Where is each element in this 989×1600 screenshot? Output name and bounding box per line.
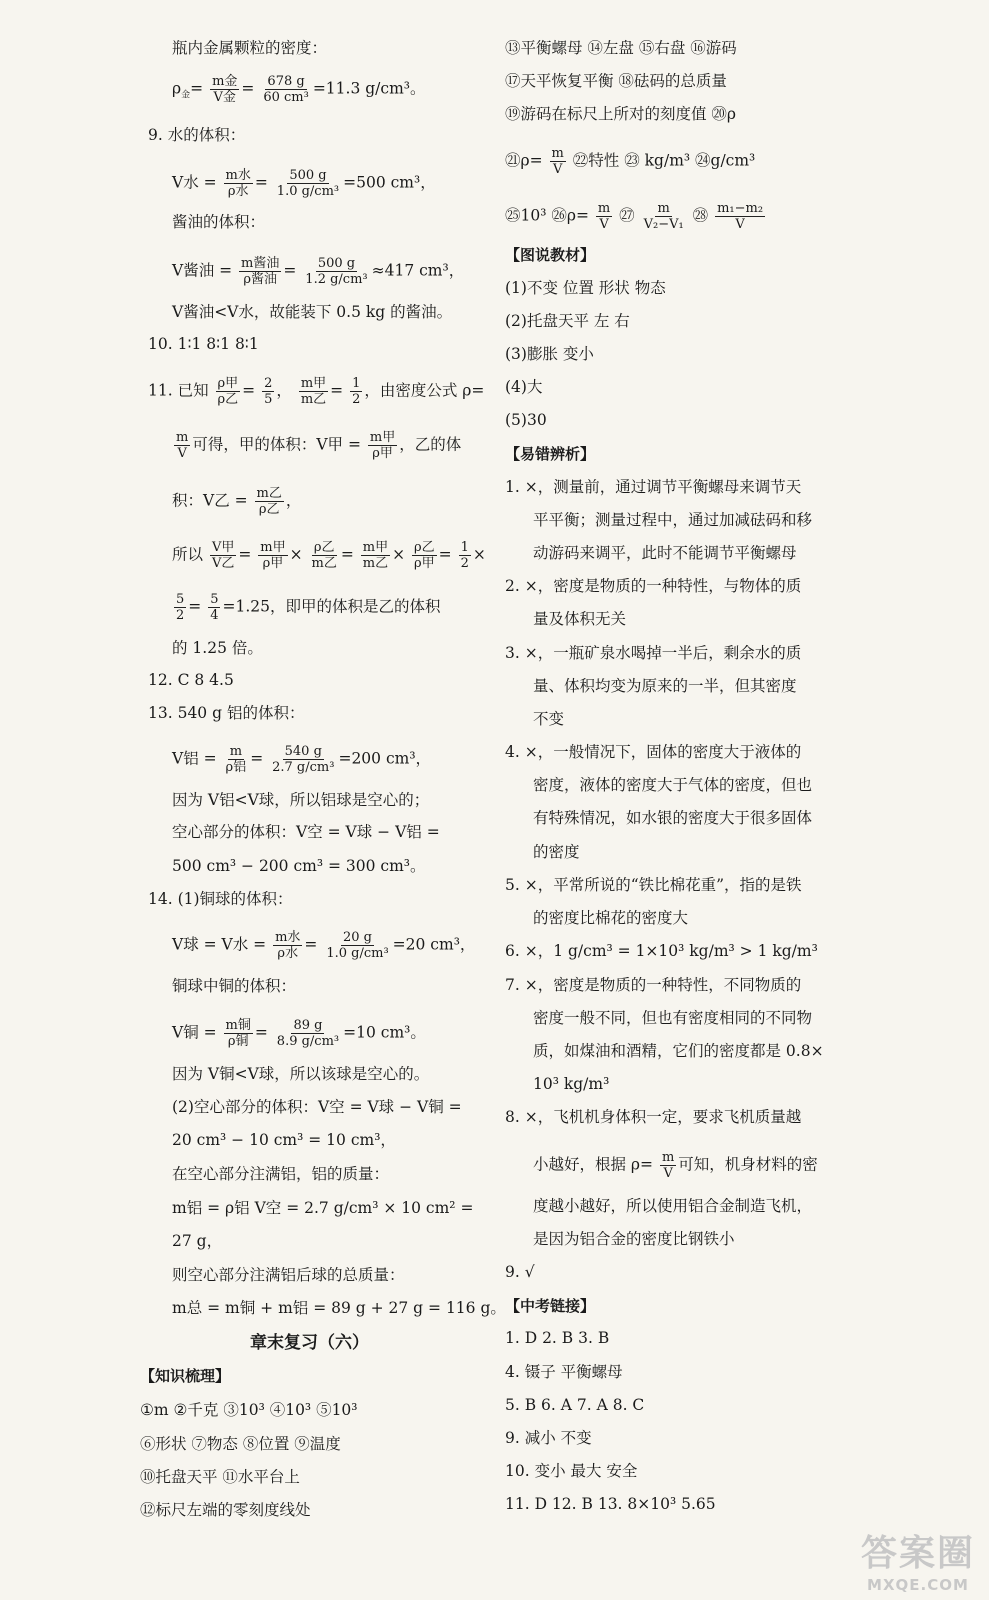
formula-line: 小越好，根据 ρ= $\frac{m}{V}$ 可知，机身材料的密 [533,1150,818,1181]
text-line: 有特殊情况，如水银的密度大于很多固体 [533,809,813,827]
text-line: m总 = m铜 + m铝 = 89 g + 27 g = 116 g。 [172,1299,506,1317]
text-line: 则空心部分注满铝后球的总质量： [172,1266,405,1284]
watermark-url: MXQE.COM [867,1576,969,1594]
text-line: 的 1.25 倍。 [172,639,263,657]
text-line: 2. ×，密度是物质的一种特性，与物体的质 [505,577,802,595]
text-line: 不变 [533,710,565,728]
text-line: 的密度 [533,843,580,861]
watermark-logo-text: 答案圈 [860,1533,975,1574]
question-14: 14. (1)铜球的体积： [148,890,293,908]
section-header: 【中考链接】 [505,1297,596,1315]
text-line: 空心部分的体积：V空 = V球 − V铝 = [172,823,440,841]
section-header: 【图说教材】 [505,246,596,264]
text-line: 在空心部分注满铝，铝的质量： [172,1165,390,1183]
text-line: (1)不变 位置 形状 物态 [505,279,666,297]
text-line: ⑩托盘天平 ⑪水平台上 [140,1468,300,1486]
text-line: ⑥形状 ⑦物态 ⑧位置 ⑨温度 [140,1435,341,1453]
question-9: 9. 水的体积： [148,126,246,144]
text-line: 铜球中铜的体积： [172,977,297,995]
formula-line: ㉕10³ ㉖ρ= $\frac{m}{V}$ ㉗ $\frac{m}{\text{V₂−V₁}}$ ㉘ $\frac{\text{m₁−m₂}}{V}$ [505,201,764,232]
text-line: 度越小越好，所以使用铝合金制造飞机， [533,1197,813,1215]
text-line: ①m ②千克 ③10³ ④10³ ⑤10³ [140,1401,358,1419]
formula-line: V酱油 = $\frac{\text{m酱油}}{\text{ρ酱油}}$ = $\frac{500 g}{\text{1.2 g/cm³}}$ ≈417 cm³， [172,256,465,287]
question-13: 13. 540 g 铝的体积： [148,704,305,722]
question-10: 10. 1∶1 8∶1 8∶1 [148,335,259,353]
formula-line: 积：V乙 = $\frac{\text{m乙}}{\text{ρ乙}}$ ， [172,486,302,517]
text-line: 动游码来调平，此时不能调节平衡螺母 [533,544,797,562]
formula-line: V球 = V水 = $\frac{\text{m水}}{\text{ρ水}}$ = $\frac{20 g}{\text{1.0 g/cm³}}$ =20 cm³， [172,930,476,961]
text-line: 1. ×，测量前，通过调节平衡螺母来调节天 [505,478,802,496]
text-line: 1. D 2. B 3. B [505,1329,610,1347]
text-line: 5. ×，平常所说的“铁比棉花重”，指的是铁 [505,876,802,894]
text-line: 7. ×，密度是物质的一种特性，不同物质的 [505,976,802,994]
question-12: 12. C 8 4.5 [148,671,234,689]
text-line: 3. ×，一瓶矿泉水喝掉一半后，剩余水的质 [505,644,802,662]
text-line: 5. B 6. A 7. A 8. C [505,1396,645,1414]
section-header: 【知识梳理】 [140,1367,231,1385]
text-line: 10. 变小 最大 安全 [505,1462,638,1480]
text-line: 10³ kg/m³ [533,1075,610,1093]
text-line: 量及体积无关 [533,610,627,628]
text-line: 密度，液体的密度大于气体的密度，但也 [533,776,813,794]
text-line: 20 cm³ − 10 cm³ = 10 cm³， [172,1131,396,1149]
text-line: ⑰天平恢复平衡 ⑱砝码的总质量 [505,72,727,90]
formula-line: $\rho_金=$ $\frac{\text{m金}}{\text{V金}}$ = $\frac{678 g}{\text{60 cm³}}$ =11.3 g/cm³。 [172,74,426,105]
text-line: 500 cm³ − 200 cm³ = 300 cm³。 [172,857,426,875]
text-line: 9. √ [505,1263,535,1281]
section-header: 【易错辨析】 [505,445,596,463]
text-line: ⑲游码在标尺上所对的刻度值 ⑳ρ [505,105,737,123]
text-line: 4. 镊子 平衡螺母 [505,1363,623,1381]
text-line: 密度一般不同，但也有密度相同的不同物 [533,1009,813,1027]
formula-line: ㉑ρ= $\frac{m}{V}$ ㉒特性 ㉓ kg/m³ ㉔g/cm³ [505,146,756,177]
text-line: 4. ×，一般情况下，固体的密度大于液体的 [505,743,802,761]
section-title: 章末复习（六） [250,1333,369,1353]
formula-line: $\frac{m}{V}$ 可得，甲的体积：V甲 = $\frac{\text{m甲}}{\text{ρ甲}}$ ，乙的体 [176,430,462,461]
question-11: 11. 已知 $\frac{\text{ρ甲}}{\text{ρ乙}}$ = $\frac{2}{5}$ ， $\frac{\text{m甲}}{\text{m乙}}$ = $\frac{1}{2}$ ，由密度公式 ρ= [148,376,485,407]
text-line: 瓶内金属颗粒的密度： [172,39,328,57]
text-line: (5)30 [505,411,547,429]
text-line: 平平衡；测量过程中，通过加减砝码和移 [533,511,813,529]
formula-line: 所以 $\frac{\text{V甲}}{\text{V乙}}$ = $\frac{\text{m甲}}{\text{ρ甲}}$ × $\frac{\text{ρ乙}}{\text{m乙}}$ = $\frac{\text{m甲}}{\text{m乙}}$ × $\frac{\text{ρ乙}}{\text{ρ甲}}$ = $\frac{1}{2}$ × [172,540,486,571]
text-line: ⑬平衡螺母 ⑭左盘 ⑮右盘 ⑯游码 [505,39,737,57]
text-line: (4)大 [505,378,543,396]
text-line: 8. ×，飞机机身体积一定，要求飞机质量越 [505,1108,802,1126]
formula-line: V铝 = $\frac{m}{\text{ρ铝}}$ = $\frac{540 g}{\text{2.7 g/cm³}}$ =200 cm³， [172,744,432,775]
formula-line: $\frac{5}{2}$ = $\frac{5}{4}$ =1.25，即甲的体积是乙的体积 [176,592,441,623]
text-line: 酱油的体积： [172,213,266,231]
text-line: (2)托盘天平 左 右 [505,312,630,330]
formula-line: V铜 = $\frac{\text{m铜}}{\text{ρ铜}}$ = $\frac{89 g}{\text{8.9 g/cm³}}$ =10 cm³。 [172,1018,426,1049]
text-line: 质，如煤油和酒精，它们的密度都是 0.8× [533,1042,824,1060]
formula-line: V水 = $\frac{\text{m水}}{\text{ρ水}}$ = $\frac{500 g}{\text{1.0 g/cm³}}$ =500 cm³， [172,168,436,199]
text-line: m铝 = ρ铝 V空 = 2.7 g/cm³ × 10 cm² = [172,1199,474,1217]
text-line: 9. 减小 不变 [505,1429,592,1447]
text-line: V酱油<V水，故能装下 0.5 kg 的酱油。 [172,303,453,321]
text-line: 的密度比棉花的密度大 [533,909,689,927]
text-line: 因为 V铜<V球，所以该球是空心的。 [172,1065,430,1083]
text-line: 因为 V铝<V球，所以铝球是空心的； [172,791,430,809]
text-line: (2)空心部分的体积：V空 = V球 − V铜 = [172,1098,462,1116]
text-line: 是因为铝合金的密度比钢铁小 [533,1230,735,1248]
text-line: 6. ×，1 g/cm³ = 1×10³ kg/m³ > 1 kg/m³ [505,942,818,960]
text-line: 量、体积均变为原来的一半，但其密度 [533,677,797,695]
text-line: 11. D 12. B 13. 8×10³ 5.65 [505,1495,716,1513]
text-line: (3)膨胀 变小 [505,345,594,363]
watermark [861,1525,975,1594]
text-line: 27 g， [172,1232,223,1250]
text-line: ⑫标尺左端的零刻度线处 [140,1501,311,1519]
